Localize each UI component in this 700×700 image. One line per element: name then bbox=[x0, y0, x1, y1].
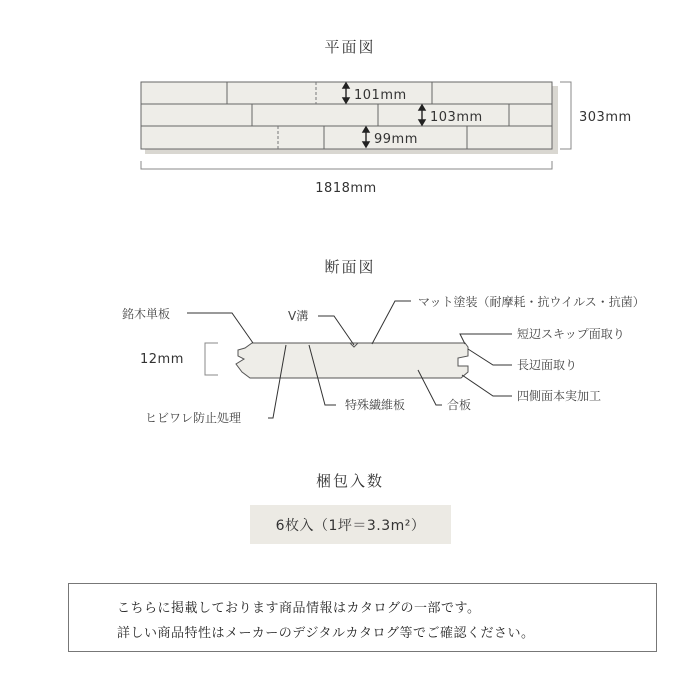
notice-box bbox=[68, 583, 657, 652]
notice-line: こちらに掲載しております商品情報はカタログの一部です。 bbox=[117, 601, 481, 616]
total-width-label: 303mm bbox=[579, 110, 632, 125]
v-groove-label: V溝 bbox=[288, 309, 309, 323]
packing-title: 梱包入数 bbox=[315, 472, 384, 490]
plan-view bbox=[141, 82, 632, 196]
section-view bbox=[122, 294, 645, 425]
leader-line bbox=[462, 375, 512, 396]
anti-crack-label: ヒビワレ防止処理 bbox=[145, 411, 242, 425]
section-profile bbox=[236, 343, 468, 378]
total-width-bracket bbox=[560, 82, 571, 149]
tongue-groove-label: 四側面本実加工 bbox=[517, 389, 602, 403]
plywood-label: 合板 bbox=[447, 398, 472, 412]
thickness-label: 12mm bbox=[140, 352, 184, 367]
long-edge-label: 長辺面取り bbox=[517, 358, 578, 372]
thickness-bracket bbox=[205, 343, 218, 375]
veneer-label: 銘木単板 bbox=[122, 307, 171, 321]
leader-line bbox=[187, 313, 253, 343]
board-width-label: 101mm bbox=[354, 88, 407, 103]
board-width-label: 99mm bbox=[374, 132, 418, 147]
fiber-board-label: 特殊繊維板 bbox=[345, 398, 406, 412]
leader-line bbox=[468, 349, 512, 365]
plan-view-title: 平面図 bbox=[324, 38, 376, 56]
coating-label: マット塗装（耐摩耗・抗ウイルス・抗菌） bbox=[418, 295, 645, 309]
leader-line bbox=[318, 316, 354, 345]
leader-line bbox=[372, 301, 411, 344]
short-edge-label: 短辺スキップ面取り bbox=[517, 327, 625, 341]
total-length-label: 1818mm bbox=[315, 181, 377, 196]
notice-line: 詳しい商品特性はメーカーのデジタルカタログ等でご確認ください。 bbox=[117, 626, 535, 641]
packing-quantity: 6枚入（1坪＝3.3m²） bbox=[250, 505, 451, 544]
total-length-bracket bbox=[141, 161, 552, 169]
leader-line bbox=[460, 334, 512, 344]
board-width-label: 103mm bbox=[430, 110, 483, 125]
section-view-title: 断面図 bbox=[324, 258, 376, 276]
